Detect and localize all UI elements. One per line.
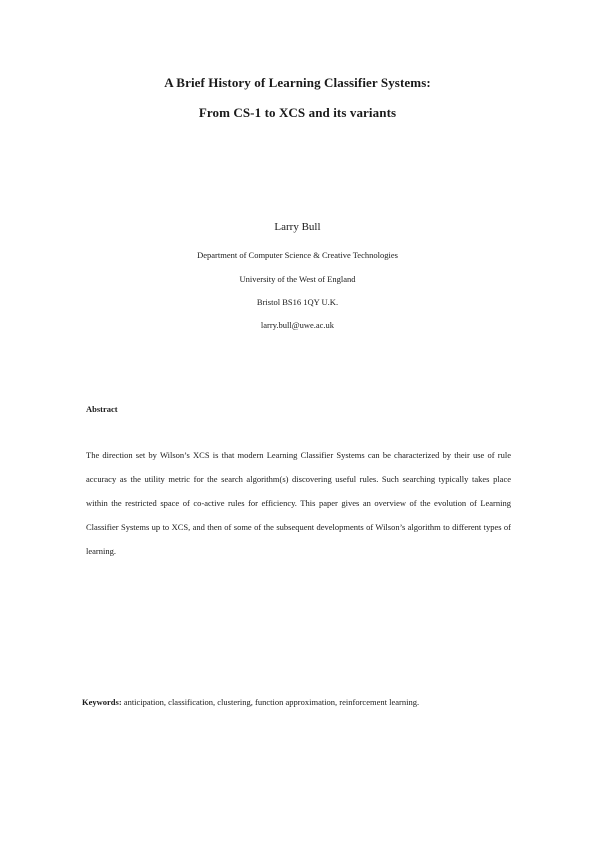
affiliation-address: Bristol BS16 1QY U.K.: [256, 297, 339, 307]
paper-title-line-2: From CS-1 to XCS and its variants: [198, 105, 397, 120]
keywords-text: anticipation, classification, clustering, function approximation, reinforcement learning.: [121, 697, 420, 707]
abstract-text: The direction set by Wilson’s XCS is that modern Learning Classifier Systems can be characterized by their use of rule accuracy as the utility metric for the search algorithm(s) discovering useful rules. Such searching typically takes place within the restricted space of co-active rules for efficiency. This paper gives an overview of the evolution of Learning Classifier Systems up to XCS, and then of some of the subsequent developments of Wilson’s algorithm to different types of learning.: [86, 450, 511, 556]
affiliation-department: Department of Computer Science & Creative Technologies: [197, 250, 398, 260]
author-email: larry.bull@uwe.ac.uk: [260, 320, 335, 330]
keywords-line: [82, 697, 419, 707]
keywords-label: Keywords:: [82, 697, 122, 707]
paper-title-line-1: A Brief History of Learning Classifier Systems:: [164, 75, 431, 90]
author-name: Larry Bull: [274, 221, 321, 233]
abstract-heading: Abstract: [86, 404, 118, 414]
affiliation-university: University of the West of England: [239, 274, 356, 284]
